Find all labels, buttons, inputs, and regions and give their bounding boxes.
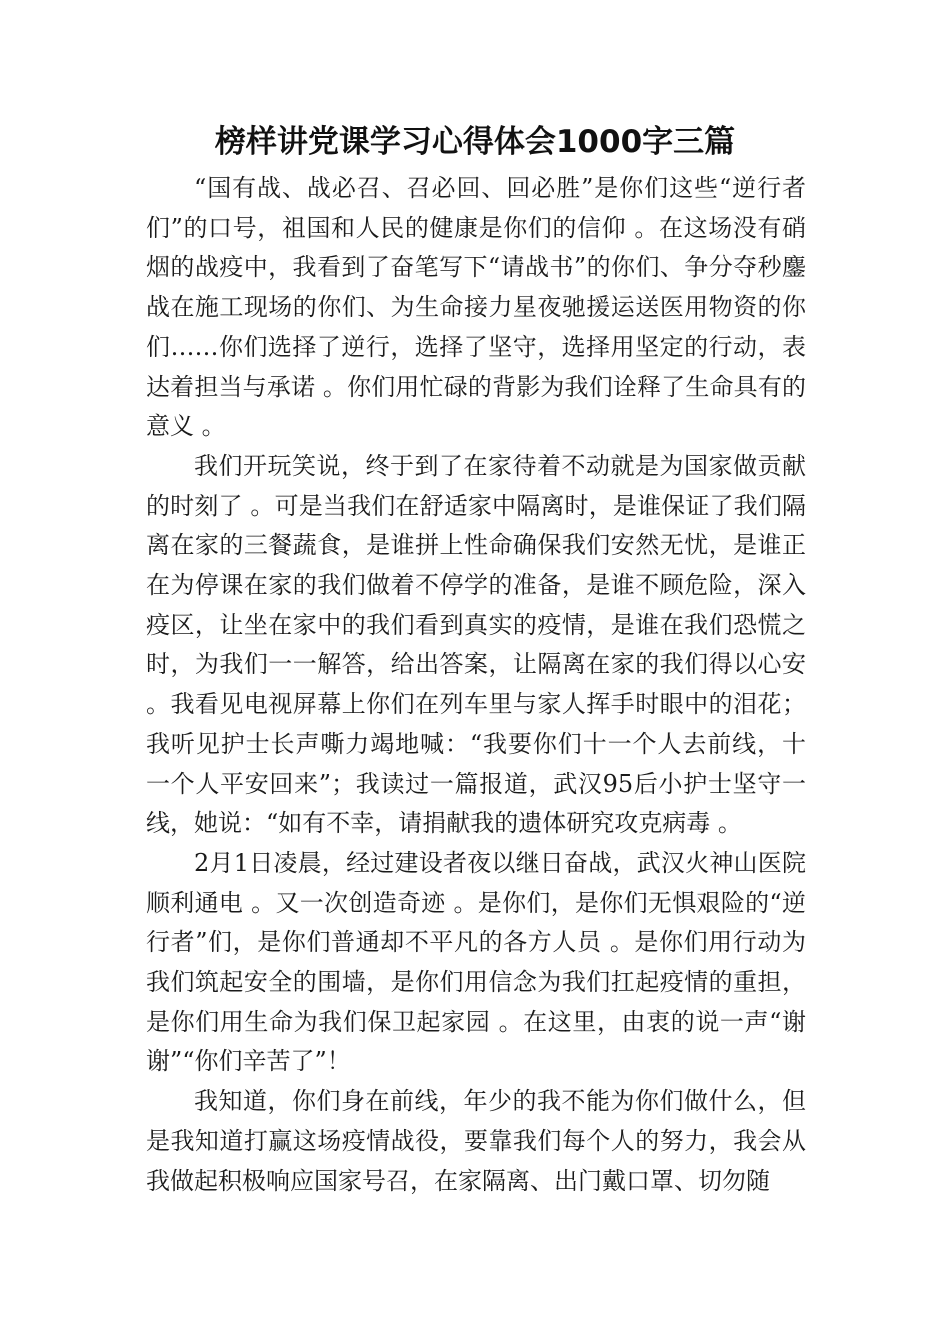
document-title: 榜样讲党课学习心得体会1000字三篇 — [214, 124, 736, 160]
paragraph-3: 2月1日凌晨，经过建设者夜以继日奋战，武汉火神山医院顺利通电 。又一次创造奇迹 。是你们，是你们无惧艰险的“逆行者”们，是你们普通却不平凡的各方人员 。是你们用行动为我们筑起安全的围墙，是你们用信念为我们扛起疫情的重担，是你们用生命为我们保卫起家园 。在这里，由衷的说一声“谢谢”“你们辛苦了”！ — [146, 848, 806, 1076]
paragraph-2: 我们开玩笑说，终于到了在家待着不动就是为国家做贡献的时刻了 。可是当我们在舒适家中隔离时，是谁保证了我们隔离在家的三餐蔬食，是谁拼上性命确保我们安然无忧，是谁正在为停课在家的我们做着不停学的准备，是谁不顾危险，深入疫区，让坐在家中的我们看到真实的疫情，是谁在我们恐慌之时，为我们一一解答，给出答案，让隔离在家的我们得以心安 。我看见电视屏幕上你们在列车里与家人挥手时眼中的泪花；我听见护士长声嘶力竭地喊：“我要你们十一个人去前线，十一个人平安回来”；我读过一篇报道，武汉95后小护士坚守一线，她说：“如有不幸，请捐献我的遗体研究攻克病毒 。 — [146, 451, 806, 838]
paragraph-1: “国有战、战必召、召必回、回必胜”是你们这些“逆行者们”的口号，祖国和人民的健康是你们的信仰 。在这场没有硝烟的战疫中，我看到了奋笔写下“请战书”的你们、争分夺秒鏖战在施工现场的你们、为生命接力星夜驰援运送医用物资的你们……你们选择了逆行，选择了坚守，选择用坚定的行动，表达着担当与承诺 。你们用忙碌的背影为我们诠释了生命具有的意义 。 — [146, 174, 806, 441]
document-body — [146, 169, 806, 1201]
paragraph-4: 我知道，你们身在前线，年少的我不能为你们做什么，但是我知道打赢这场疫情战役，要靠我们每个人的努力，我会从我做起积极响应国家号召，在家隔离、出门戴口罩、切勿随 — [146, 1087, 806, 1195]
